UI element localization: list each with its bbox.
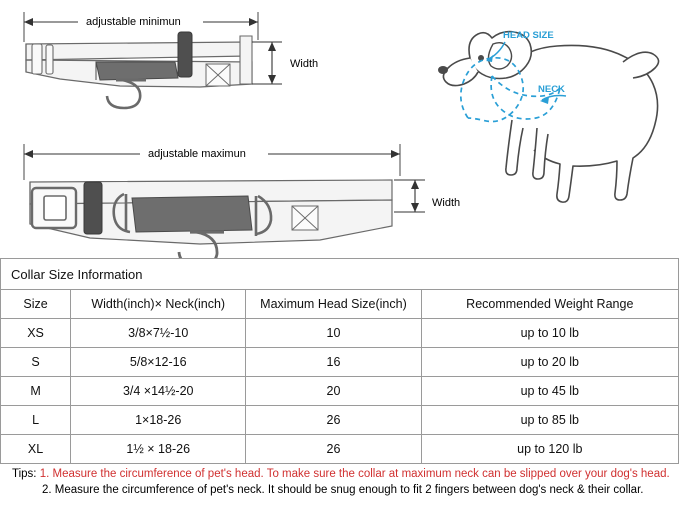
cell-size-xl: XL — [1, 435, 71, 464]
dog-illustration — [438, 32, 659, 203]
cell-weight-m: up to 45 lb — [421, 377, 678, 406]
cell-head-l: 26 — [246, 406, 421, 435]
header-size: Size — [1, 290, 71, 319]
cell-width-m: 3/4 ×14½-20 — [71, 377, 246, 406]
cell-size-l: L — [1, 406, 71, 435]
adjustable-minimum-label: adjustable minimun — [86, 16, 181, 28]
neck-label: NECK — [538, 84, 565, 95]
cell-weight-l: up to 85 lb — [421, 406, 678, 435]
table-row — [1, 435, 679, 464]
tips-text-1: 1. Measure the circumference of pet's head. To make sure the collar at maximum neck can be slipped over your dog's head. — [39, 468, 670, 480]
table-title: Collar Size Information — [1, 259, 679, 290]
cell-width-s: 5/8×12-16 — [71, 348, 246, 377]
table-row — [1, 406, 679, 435]
width-top-label: Width — [290, 58, 319, 70]
width-bottom-label: Width — [432, 197, 461, 209]
header-max-head-size: Maximum Head Size(inch) — [246, 290, 421, 319]
cell-head-xl: 26 — [246, 435, 421, 464]
cell-head-xs: 10 — [246, 319, 421, 348]
table-row — [1, 348, 679, 377]
cell-size-xs: XS — [1, 319, 71, 348]
cell-width-xl: 1½ × 18-26 — [71, 435, 246, 464]
cell-weight-xl: up to 120 lb — [421, 435, 678, 464]
tips-line-1 — [12, 466, 671, 482]
cell-head-m: 20 — [246, 377, 421, 406]
cell-weight-xs: up to 10 lb — [421, 319, 678, 348]
tips-label: Tips: — [12, 468, 37, 480]
table-row — [1, 319, 679, 348]
cell-head-s: 16 — [246, 348, 421, 377]
head-size-label: HEAD SIZE — [503, 30, 554, 41]
cell-width-l: 1×18-26 — [71, 406, 246, 435]
size-table-wrap — [0, 258, 679, 464]
cell-size-m: M — [1, 377, 71, 406]
cell-size-s: S — [1, 348, 71, 377]
tips-section — [0, 462, 679, 498]
tips-line-2: 2. Measure the circumference of pet's neck. It should be snug enough to fit 2 fingers between dog's neck & their collar. — [42, 484, 644, 496]
adjustable-maximum-label: adjustable maximun — [148, 148, 246, 160]
table-title-row — [1, 259, 679, 290]
cell-width-xs: 3/8×7½-10 — [71, 319, 246, 348]
table-row — [1, 377, 679, 406]
collar-size-table — [0, 258, 679, 464]
header-width-neck: Width(inch)× Neck(inch) — [71, 290, 246, 319]
header-weight-range: Recommended Weight Range — [421, 290, 678, 319]
table-header-row — [1, 290, 679, 319]
cell-weight-s: up to 20 lb — [421, 348, 678, 377]
bottom-collar-illustration — [24, 144, 425, 258]
